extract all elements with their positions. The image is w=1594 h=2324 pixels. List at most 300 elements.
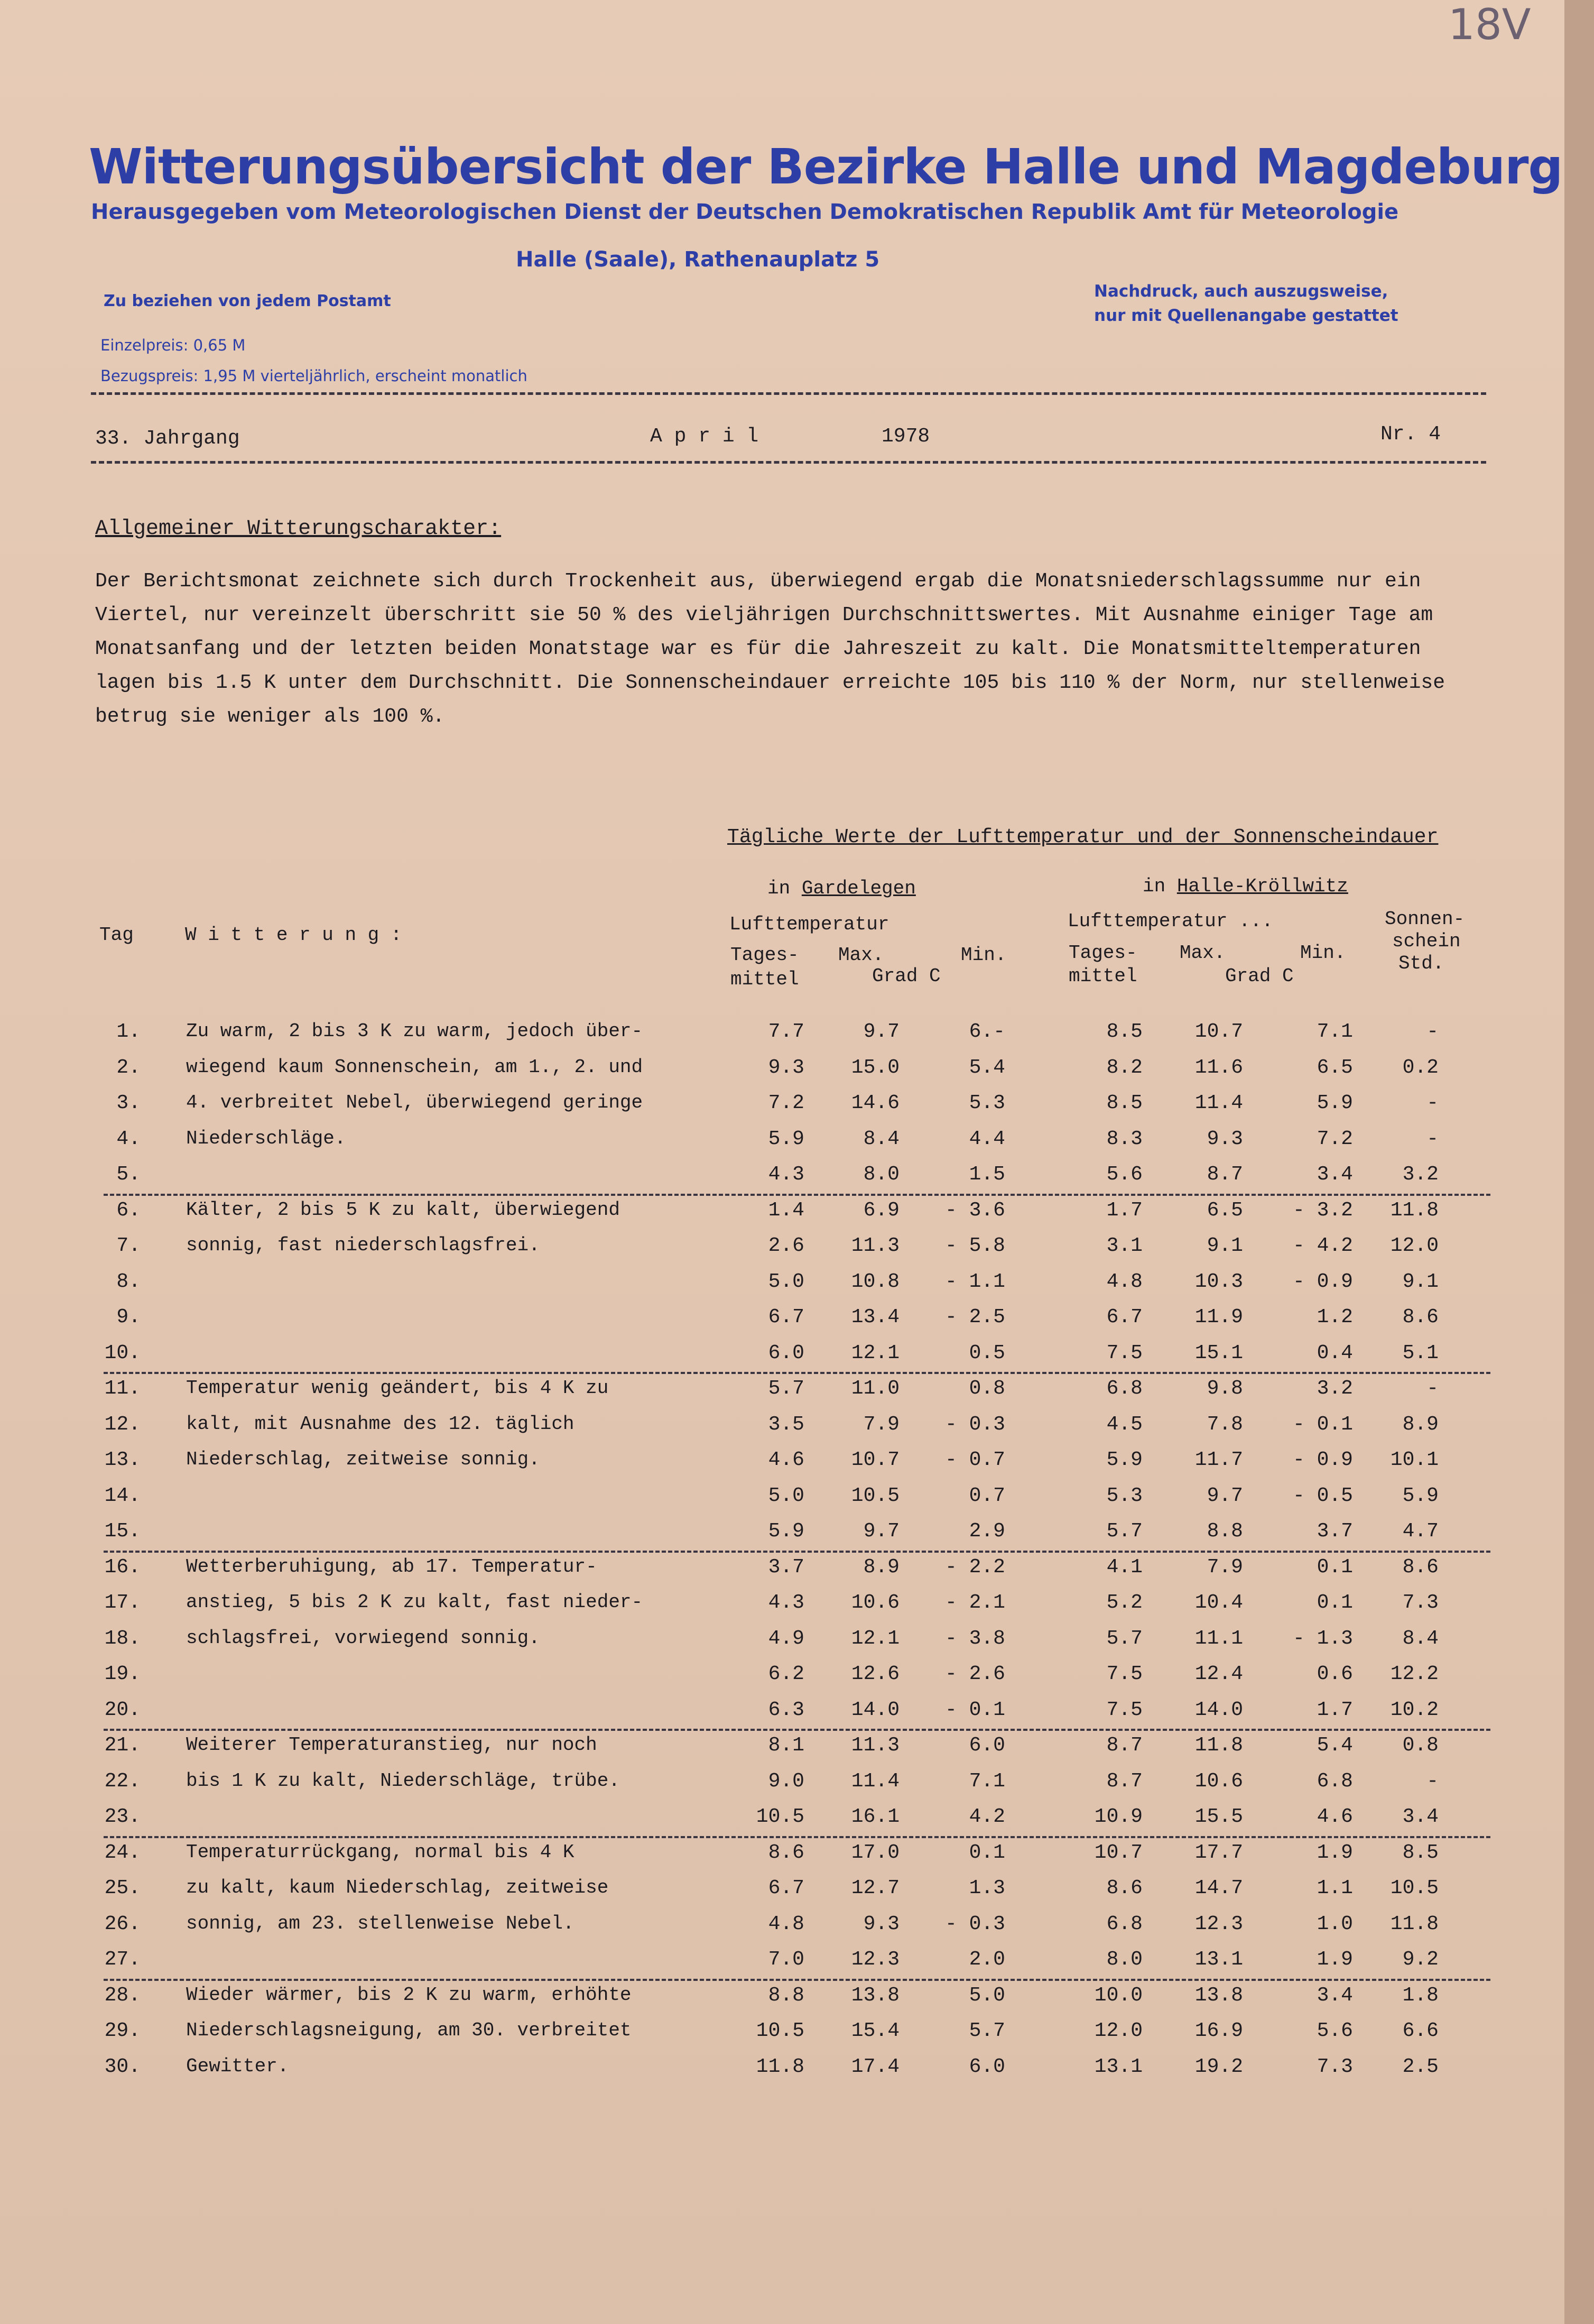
value-h-mean: 3.1 [1106,1234,1143,1257]
value-h-sun: - [1426,1092,1439,1114]
value-h-min: - 0.1 [1292,1413,1353,1436]
value-g-mean: 4.3 [768,1163,804,1186]
weather-description-line: Temperatur wenig geändert, bis 4 K zu [186,1377,609,1399]
value-g-mean: 8.6 [768,1841,804,1864]
weather-description-line: anstieg, 5 bis 2 K zu kalt, fast nieder- [186,1591,643,1613]
day-number: 4. [116,1127,141,1150]
weather-description-line: Niederschlagsneigung, am 30. verbreitet [186,2019,632,2041]
value-g-mean: 1.4 [768,1198,804,1222]
sun-label-3: Std. [1398,953,1444,974]
value-h-sun: 8.6 [1402,1555,1439,1579]
value-h-min: 0.4 [1317,1341,1353,1364]
day-number: 20. [104,1698,141,1721]
day-number: 10. [104,1341,141,1364]
value-h-mean: 12.0 [1094,2019,1143,2042]
value-h-mean: 5.9 [1106,1449,1143,1471]
value-h-sun: 8.6 [1402,1306,1439,1329]
value-h-sun: 1.8 [1402,1984,1439,2007]
value-g-min: - 2.1 [944,1591,1005,1614]
value-g-max: 15.4 [851,2019,900,2042]
value-h-sun: - [1426,1377,1439,1400]
value-g-min: 0.7 [969,1484,1005,1507]
value-g-mean: 7.7 [768,1020,804,1043]
value-g-mean: 9.3 [768,1056,804,1079]
value-h-sun: 2.5 [1402,2055,1439,2078]
value-h-min: 3.4 [1317,1163,1353,1186]
g-lufttemp-label: Lufttemperatur [729,914,889,935]
h-lufttemp-label: Lufttemperatur ... [1068,910,1273,932]
general-line: Viertel, nur vereinzelt überschritt sie 50 % des vieljährigen Durchschnittswertes. Mit Ausnahme einiger Tage am [95,604,1433,626]
value-g-max: 11.3 [851,1734,900,1757]
day-number: 8. [116,1270,141,1293]
table-title: Tägliche Werte der Lufttemperatur und der Sonnenscheindauer [727,826,1439,849]
value-h-min: - 0.5 [1292,1484,1353,1507]
value-g-min: 1.5 [969,1163,1005,1186]
day-number: 14. [104,1484,141,1507]
value-h-mean: 5.2 [1106,1591,1143,1614]
day-number: 3. [116,1092,141,1114]
value-h-mean: 13.1 [1094,2055,1143,2078]
value-h-sun: - [1426,1769,1439,1793]
value-g-min: 5.3 [969,1092,1005,1114]
station-1-prefix: in [767,878,791,899]
group-separator [104,1372,1490,1374]
value-g-min: 0.5 [969,1341,1005,1364]
value-h-max: 8.7 [1207,1163,1243,1186]
value-g-min: 4.4 [969,1127,1005,1150]
value-g-max: 16.1 [851,1805,900,1828]
value-h-sun: 12.0 [1390,1234,1439,1257]
subscription-price: Bezugspreis: 1,95 M vierteljährlich, erscheint monatlich [100,367,527,385]
day-number: 25. [104,1877,141,1899]
weather-description-line: sonnig, am 23. stellenweise Nebel. [186,1912,574,1934]
value-g-max: 12.7 [851,1877,900,1899]
day-number: 23. [104,1805,141,1828]
day-number: 2. [116,1056,141,1079]
weather-description-line: kalt, mit Ausnahme des 12. täglich [186,1413,574,1435]
value-h-max: 8.8 [1207,1520,1243,1543]
g-grad-label: Grad C [872,965,941,987]
value-h-min: - 3.2 [1292,1198,1353,1222]
value-g-max: 8.9 [863,1555,900,1579]
value-g-min: - 2.6 [944,1663,1005,1685]
value-h-min: 6.5 [1317,1056,1353,1079]
value-h-mean: 10.7 [1094,1841,1143,1864]
weather-description-line: schlagsfrei, vorwiegend sonnig. [186,1627,540,1649]
value-h-mean: 8.7 [1106,1769,1143,1793]
value-g-mean: 2.6 [768,1234,804,1257]
value-h-min: 1.0 [1317,1912,1353,1935]
value-h-sun: 8.4 [1402,1627,1439,1650]
value-g-mean: 6.3 [768,1698,804,1721]
value-h-sun: 10.2 [1390,1698,1439,1721]
value-g-mean: 3.5 [768,1413,804,1436]
value-g-min: - 2.5 [944,1306,1005,1329]
value-h-sun: - [1426,1127,1439,1150]
value-g-min: 6.- [969,1020,1005,1043]
station-2-name: Halle-Kröllwitz [1176,875,1348,897]
station-1-label [767,878,916,899]
reprint-line-1: Nachdruck, auch auszugsweise, [1094,282,1388,301]
value-h-max: 12.4 [1194,1663,1243,1685]
day-number: 9. [116,1306,141,1329]
header-divider-top [91,392,1486,395]
value-h-mean: 8.7 [1106,1734,1143,1757]
g-mittel-label: mittel [730,969,799,990]
value-h-max: 15.5 [1194,1805,1243,1828]
value-h-mean: 5.7 [1106,1627,1143,1650]
weather-description-line: Niederschlag, zeitweise sonnig. [186,1449,540,1470]
value-h-mean: 6.7 [1106,1306,1143,1329]
value-h-mean: 7.5 [1106,1663,1143,1685]
value-g-min: 2.9 [969,1520,1005,1543]
day-number: 11. [104,1377,141,1400]
weather-description-line: 4. verbreitet Nebel, überwiegend geringe [186,1092,643,1113]
day-number: 30. [104,2055,141,2078]
issue-month: A p r i l [650,425,759,448]
general-line: Monatsanfang und der letzten beiden Monatstage war es für die Jahreszeit zu kalt. Die Monatsmitteltemperaturen [95,638,1421,660]
g-min-label: Min. [961,944,1007,966]
value-h-mean: 8.3 [1106,1127,1143,1150]
value-h-mean: 4.8 [1106,1270,1143,1293]
value-g-min: - 3.8 [944,1627,1005,1650]
value-g-max: 6.9 [863,1198,900,1222]
value-g-mean: 6.0 [768,1341,804,1364]
weather-description-line: Wieder wärmer, bis 2 K zu warm, erhöhte [186,1984,632,2006]
h-tages-label: Tages- [1069,942,1137,964]
value-g-mean: 4.9 [768,1627,804,1650]
value-h-min: 6.8 [1317,1769,1353,1793]
value-h-min: 3.2 [1317,1377,1353,1400]
value-h-max: 14.7 [1194,1877,1243,1899]
value-h-max: 11.9 [1194,1306,1243,1329]
value-h-min: - 1.3 [1292,1627,1353,1650]
value-g-max: 10.6 [851,1591,900,1614]
weather-description-line: Temperaturrückgang, normal bis 4 K [186,1841,574,1863]
header-divider-bottom [91,461,1486,464]
value-h-max: 17.7 [1194,1841,1243,1864]
station-1-name: Gardelegen [801,878,916,899]
value-g-max: 10.7 [851,1449,900,1471]
day-number: 5. [116,1163,141,1186]
weather-description-line: Weiterer Temperaturanstieg, nur noch [186,1734,597,1756]
value-h-max: 11.7 [1194,1449,1243,1471]
value-h-mean: 8.6 [1106,1877,1143,1899]
value-h-max: 13.8 [1194,1984,1243,2007]
value-g-min: 6.0 [969,1734,1005,1757]
value-h-min: 0.6 [1317,1663,1353,1685]
value-g-mean: 10.5 [756,2019,804,2042]
column-day: Tag [99,924,134,946]
day-number: 26. [104,1912,141,1935]
weather-description-line: Gewitter. [186,2055,289,2077]
value-g-mean: 5.7 [768,1377,804,1400]
value-g-max: 12.6 [851,1663,900,1685]
value-h-sun: 0.8 [1402,1734,1439,1757]
value-g-min: - 0.3 [944,1912,1005,1935]
group-separator [104,1194,1490,1196]
value-g-max: 11.3 [851,1234,900,1257]
value-g-mean: 7.2 [768,1092,804,1114]
value-h-sun: 10.1 [1390,1449,1439,1471]
value-g-max: 12.1 [851,1627,900,1650]
value-g-max: 14.6 [851,1092,900,1114]
value-g-mean: 8.8 [768,1984,804,2007]
h-mittel-label: mittel [1069,965,1137,987]
value-h-min: 7.2 [1317,1127,1353,1150]
value-g-mean: 11.8 [756,2055,804,2078]
value-h-sun: 4.7 [1402,1520,1439,1543]
value-h-min: 5.6 [1317,2019,1353,2042]
sun-label-1: Sonnen- [1385,908,1465,930]
day-number: 21. [104,1734,141,1757]
value-g-min: - 5.8 [944,1234,1005,1257]
value-g-max: 14.0 [851,1698,900,1721]
value-h-max: 11.8 [1194,1734,1243,1757]
value-g-max: 15.0 [851,1056,900,1079]
value-g-mean: 8.1 [768,1734,804,1757]
value-g-max: 11.4 [851,1769,900,1793]
weather-description-line: zu kalt, kaum Niederschlag, zeitweise [186,1877,609,1898]
value-h-max: 9.1 [1207,1234,1243,1257]
value-g-min: - 3.6 [944,1198,1005,1222]
value-g-max: 12.3 [851,1948,900,1971]
value-h-sun: 10.5 [1390,1877,1439,1899]
value-g-min: 5.0 [969,1984,1005,2007]
distribution-note: Zu beziehen von jedem Postamt [104,292,391,310]
value-h-min: 1.9 [1317,1841,1353,1864]
day-number: 1. [116,1020,141,1043]
value-h-max: 6.5 [1207,1198,1243,1222]
value-g-mean: 5.0 [768,1270,804,1293]
column-weather: W i t t e r u n g : [185,924,402,946]
value-g-max: 13.4 [851,1306,900,1329]
volume-label: 33. Jahrgang [95,427,240,450]
value-h-max: 7.8 [1207,1413,1243,1436]
single-price: Einzelpreis: 0,65 M [100,336,246,354]
value-h-sun: 8.9 [1402,1413,1439,1436]
value-g-mean: 6.7 [768,1877,804,1899]
value-h-min: 0.1 [1317,1591,1353,1614]
value-h-mean: 6.8 [1106,1377,1143,1400]
weather-description-line: Wetterberuhigung, ab 17. Temperatur- [186,1555,597,1578]
weather-description-line: sonnig, fast niederschlagsfrei. [186,1234,540,1256]
publisher-address: Halle (Saale), Rathenauplatz 5 [516,247,880,272]
day-number: 17. [104,1591,141,1614]
value-g-max: 11.0 [851,1377,900,1400]
value-h-max: 16.9 [1194,2019,1243,2042]
value-g-mean: 3.7 [768,1555,804,1579]
reprint-line-2: nur mit Quellenangabe gestattet [1094,306,1398,325]
value-g-max: 9.7 [863,1520,900,1543]
value-h-sun: 11.8 [1390,1198,1439,1222]
value-g-mean: 4.3 [768,1591,804,1614]
value-h-min: - 0.9 [1292,1270,1353,1293]
day-number: 6. [116,1198,141,1222]
value-g-max: 12.1 [851,1341,900,1364]
group-separator [104,1729,1490,1731]
value-h-max: 9.7 [1207,1484,1243,1507]
value-h-sun: 5.1 [1402,1341,1439,1364]
value-h-min: 5.9 [1317,1092,1353,1114]
weather-description-line: Kälter, 2 bis 5 K zu kalt, überwiegend [186,1198,620,1221]
day-number: 27. [104,1948,141,1971]
value-h-max: 14.0 [1194,1698,1243,1721]
value-h-sun: 5.9 [1402,1484,1439,1507]
value-h-sun: 8.5 [1402,1841,1439,1864]
value-g-min: - 0.1 [944,1698,1005,1721]
value-h-max: 13.1 [1194,1948,1243,1971]
group-separator [104,1551,1490,1553]
value-g-mean: 5.9 [768,1520,804,1543]
issue-number: Nr. 4 [1380,423,1441,446]
value-g-min: - 0.7 [944,1449,1005,1471]
value-h-mean: 8.5 [1106,1092,1143,1114]
general-line: Der Berichtsmonat zeichnete sich durch Trockenheit aus, überwiegend ergab die Monatsniederschlagssumme nur ein [95,570,1421,593]
value-h-mean: 10.9 [1094,1805,1143,1828]
value-h-max: 11.4 [1194,1092,1243,1114]
value-h-max: 11.1 [1194,1627,1243,1650]
day-number: 7. [116,1234,141,1257]
value-g-mean: 4.8 [768,1912,804,1935]
value-h-min: 5.4 [1317,1734,1353,1757]
value-g-mean: 6.7 [768,1306,804,1329]
reprint-notice [1094,279,1398,328]
value-g-max: 13.8 [851,1984,900,2007]
h-grad-label: Grad C [1225,965,1294,987]
day-number: 13. [104,1449,141,1471]
value-h-min: 3.7 [1317,1520,1353,1543]
value-g-mean: 10.5 [756,1805,804,1828]
weather-description-line: Niederschläge. [186,1127,346,1149]
day-number: 29. [104,2019,141,2042]
value-h-min: - 4.2 [1292,1234,1353,1257]
value-g-min: - 1.1 [944,1270,1005,1293]
value-g-max: 10.5 [851,1484,900,1507]
bulletin-title: Witterungsübersicht der Bezirke Halle und Magdeburg [89,139,1563,195]
day-number: 22. [104,1769,141,1793]
value-h-mean: 8.2 [1106,1056,1143,1079]
value-h-mean: 4.1 [1106,1555,1143,1579]
value-h-min: 7.3 [1317,2055,1353,2078]
value-h-max: 19.2 [1194,2055,1243,2078]
value-h-sun: 7.3 [1402,1591,1439,1614]
day-number: 18. [104,1627,141,1650]
value-h-sun: 6.6 [1402,2019,1439,2042]
value-h-min: - 0.9 [1292,1449,1353,1471]
value-h-max: 10.7 [1194,1020,1243,1043]
value-h-sun: 9.1 [1402,1270,1439,1293]
value-h-sun: - [1426,1020,1439,1043]
g-max-label: Max. [838,944,884,966]
value-g-min: 5.7 [969,2019,1005,2042]
value-h-mean: 8.0 [1106,1948,1143,1971]
value-g-mean: 4.6 [768,1449,804,1471]
day-number: 16. [104,1555,141,1579]
g-tages-label: Tages- [730,944,799,966]
day-number: 28. [104,1984,141,2007]
day-number: 15. [104,1520,141,1543]
day-number: 12. [104,1413,141,1436]
value-g-mean: 5.0 [768,1484,804,1507]
value-h-max: 9.8 [1207,1377,1243,1400]
value-g-min: 0.1 [969,1841,1005,1864]
value-g-max: 17.4 [851,2055,900,2078]
value-h-max: 10.6 [1194,1769,1243,1793]
value-g-min: - 2.2 [944,1555,1005,1579]
value-g-mean: 9.0 [768,1769,804,1793]
value-h-min: 4.6 [1317,1805,1353,1828]
value-h-mean: 6.8 [1106,1912,1143,1935]
general-character-heading: Allgemeiner Witterungscharakter: [95,517,502,541]
value-h-max: 7.9 [1207,1555,1243,1579]
value-h-mean: 7.5 [1106,1698,1143,1721]
value-h-min: 1.2 [1317,1306,1353,1329]
value-g-max: 7.9 [863,1413,900,1436]
value-h-min: 3.4 [1317,1984,1353,2007]
general-line: betrug sie weniger als 100 %. [95,705,445,728]
value-g-min: 5.4 [969,1056,1005,1079]
general-character-text [95,565,1469,734]
value-h-mean: 7.5 [1106,1341,1143,1364]
value-g-max: 17.0 [851,1841,900,1864]
value-g-min: 1.3 [969,1877,1005,1899]
value-h-sun: 3.4 [1402,1805,1439,1828]
value-h-min: 1.9 [1317,1948,1353,1971]
value-g-min: 6.0 [969,2055,1005,2078]
value-h-mean: 1.7 [1106,1198,1143,1222]
sun-label-2: schein [1392,930,1461,952]
value-g-max: 9.7 [863,1020,900,1043]
station-2-label [1143,875,1348,897]
value-h-max: 10.3 [1194,1270,1243,1293]
group-separator [104,1979,1490,1981]
value-h-sun: 9.2 [1402,1948,1439,1971]
weather-description-line: Zu warm, 2 bis 3 K zu warm, jedoch über- [186,1020,643,1042]
value-h-mean: 5.3 [1106,1484,1143,1507]
day-number: 24. [104,1841,141,1864]
value-h-sun: 0.2 [1402,1056,1439,1079]
value-h-mean: 8.5 [1106,1020,1143,1043]
station-2-prefix: in [1143,875,1166,897]
value-h-max: 11.6 [1194,1056,1243,1079]
value-g-max: 8.4 [863,1127,900,1150]
weather-description-line: bis 1 K zu kalt, Niederschläge, trübe. [186,1769,620,1792]
value-h-min: 1.1 [1317,1877,1353,1899]
value-g-mean: 6.2 [768,1663,804,1685]
pencil-corner-mark: 18V [1448,0,1531,49]
value-h-mean: 5.7 [1106,1520,1143,1543]
page-edge [1564,0,1594,2324]
value-h-sun: 12.2 [1390,1663,1439,1685]
h-max-label: Max. [1180,942,1226,964]
value-h-mean: 4.5 [1106,1413,1143,1436]
value-h-sun: 3.2 [1402,1163,1439,1186]
value-g-min: 7.1 [969,1769,1005,1793]
value-h-max: 12.3 [1194,1912,1243,1935]
value-g-max: 10.8 [851,1270,900,1293]
weather-description-line: wiegend kaum Sonnenschein, am 1., 2. und [186,1056,643,1078]
general-line: lagen bis 1.5 K unter dem Durchschnitt. Die Sonnenscheindauer erreichte 105 bis 110 % der Norm, nur stellenweise [95,671,1445,694]
value-h-min: 7.1 [1317,1020,1353,1043]
value-h-max: 10.4 [1194,1591,1243,1614]
value-h-max: 9.3 [1207,1127,1243,1150]
value-g-max: 8.0 [863,1163,900,1186]
value-h-mean: 5.6 [1106,1163,1143,1186]
bulletin-publisher: Herausgegeben vom Meteorologischen Dienst der Deutschen Demokratischen Republik Amt für Meteorologie [91,200,1399,224]
value-h-sun: 11.8 [1390,1912,1439,1935]
value-h-min: 0.1 [1317,1555,1353,1579]
